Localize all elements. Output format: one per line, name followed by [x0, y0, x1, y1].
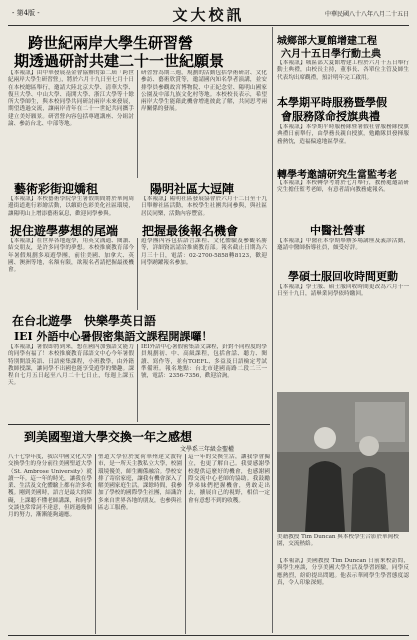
headline-main-1: 跨世紀兩岸大學生研習營	[28, 34, 194, 52]
headline-taiwan-study: 在台北遊學 快樂學英日語	[12, 314, 157, 328]
headline-right-2: 六月十五日學行動土典	[281, 49, 381, 60]
right-article-6: 【本報訊】美國教授 Tim Duncan 日前來校訪問，與學生座談，分享美國大學生活及學習經驗，同學反應熱烈，紛紛提出問題。他表示華岡學生學習態度認真，令人印象深刻。	[277, 558, 409, 586]
headline-iei: IEI 外語中心暑假密集語文課程開課囉！	[14, 330, 213, 343]
headline-right-5: 轉學考邀請研究生當監考老	[277, 170, 397, 181]
headline-main-2: 期透過研討共建二十一世紀願景	[14, 52, 225, 70]
masthead-rule	[8, 25, 409, 26]
photo-people-icon	[277, 392, 409, 532]
headline-right-7: 學碩士服回收時間更動	[288, 270, 398, 283]
masthead	[8, 4, 409, 24]
right-article-3: 【本報訊】本校轉學考將於七月舉行，教務處邀請研究生擔任監考老師，有意者請向教務處報名。	[277, 180, 409, 194]
headline-right-3: 本學期平時服務暨學假	[277, 96, 387, 109]
headline-usa: 到美國聖道大學交換一年之感想	[24, 430, 193, 444]
campus-photo	[277, 392, 409, 532]
photo-caption: 美籍教授 Tim Duncan 與本校學生合影於華岡校園，交流熱絡。	[277, 534, 399, 548]
headline-right-4: 會服務隊命授旗典禮	[281, 110, 380, 123]
bottom-rule	[8, 635, 409, 636]
divider	[137, 70, 138, 178]
headline-dream: 捉住遊學夢想的尾端	[10, 224, 119, 238]
right-article-4: 【本報訊】中醫社本學期舉辦多場講座及義診活動，邀請中醫師指導社員，頗受好評。	[277, 238, 409, 252]
section-rule	[8, 424, 270, 425]
divider	[185, 454, 186, 634]
newspaper-title: 文大校訊	[172, 6, 245, 24]
headline-art: 藝術彩街迎嬌租	[14, 182, 99, 196]
yangming-article: 【本報訊】陽明社區發展協會於六月十二日至十九日舉辦社區活動，本校學生社團共同參與，與社區居民同樂，活動內容豐富。	[141, 196, 267, 217]
headline-yangming: 陽明社區大逗陣	[150, 182, 235, 196]
page-number: - 第4版 -	[12, 9, 40, 17]
divider	[95, 454, 96, 634]
article-author: 文學系三年級金聖權	[180, 446, 235, 453]
iei-article: IEI外語中心暑假密集語文課程，針對不同程度的學員規劃初、中、高級課程，包括會話、聽力、閱讀、寫作等，並有TOEFL、多益及日語檢定考試準備班。報名地點：台北市建國南路二段二三一號，電話：2356-7356，歡迎洽詢。	[141, 344, 267, 380]
main-article-col1: 【本報訊】由中華發展基金會協辦的第二屆「跨世紀兩岸大學生研習營」，將於六月十九日至七月十日在本校總區舉行，邀請大陸北京大學、清華大學、復旦大學、中山大學、南開大學、浙江大學等十餘所大學師生，與本校同學共同研討兩岸未來發展，期望透過交流，讓兩岸青年在二十一世紀共同攜手建立美好願景。研習營內容包括專題講座、分組討論、參訪台北、中部等地。	[8, 70, 134, 128]
column-divider	[272, 27, 273, 633]
usa-article-col1: 八十七學年度，我以中國文化大學交換學生的身分前往美國聖道大學（St. Ambrose University）就讀一年。這一年的時光，讓我在學業、生活及文化體驗上都有許多收穫。剛到美國時，語言是最大的障礙，上課聽不懂老師講課，和同學交談也常常詞不達意，但經過幾個月的努力，漸漸能夠適應。	[8, 454, 92, 519]
art-article: 【本報訊】本校藝術學院學生暑假期間將於華岡周邊街道進行彩繪活動，以繽紛色彩美化社區環境，讓陽明山上增添藝術氣息，歡迎同學參與。	[8, 196, 134, 217]
dream-article: 【本報訊】在世界各地遊學，用英文溝通、閱讀、結交朋友，是許多同學的夢想。本校推廣教育部今年暑假規劃多項遊學團，前往美國、加拿大、英國、澳洲等地，名額有限，欲報名者請把握最後機會。	[8, 238, 134, 274]
divider	[137, 238, 138, 310]
headline-right-6: 中醫社營事	[310, 224, 365, 237]
usa-article-col2: 聖道大學位於愛荷華州達文波特市，是一所天主教私立大學，校園環境優美，師生關係融洽。學校安排了寄宿家庭，讓我有機會深入了解美國家庭生活。課餘時間，我參加了學校的國際學生社團，結識許多來自世界各地的朋友，也參與社區志工服務。	[98, 454, 182, 512]
taiwan-study-article: 【本報訊】暑假即將到來，想在國內加強語文能力的同學有福了！本校推廣教育部語文中心今年暑假特別開設英語、日語密集課程，小班教學，由外籍教師授課，讓同學不出國也能享受遊學的樂趣。課程自七月五日起至八月二十七日止，每週上課五天。	[8, 344, 134, 387]
register-article: 遊學團內容包括語言課程、文化體驗及參觀名勝等，詳細資訊請洽推廣教育部。報名截止日期為六月三十日，電話：02-2700-5858轉8123，歡迎同學踴躍報名參加。	[141, 238, 267, 266]
right-article-2: 【本報訊】本學期平時服務隊暨暑假社會服務隊授旗典禮日前舉行，由學務長親自授旗，勉勵隊員發揮服務熱忱，造福偏遠地區學童。	[277, 124, 409, 145]
issue-date: 中華民國八十八年八月二十五日	[324, 11, 409, 18]
usa-article-col3: 這一年的交換生活，讓我學會獨立，也更了解自己。我要感謝學校提供這麼好的機會，也感謝國際交流中心老師的協助。我鼓勵學弟妹們把握機會，勇敢走出去，擴展自己的視野，相信一定會有意想不到的收穫。	[188, 454, 270, 504]
headline-right-1: 城鄉部大夏館增建工程	[277, 36, 377, 47]
headline-register: 把握最後報名機會	[142, 224, 239, 238]
right-article-1: 【本報訊】城區部大夏館增建工程於六月十五日舉行動土典禮，由校長主持，董事長、各單位主管及師生代表均出席觀禮，預計明年完工啟用。	[277, 60, 409, 81]
divider	[137, 344, 138, 422]
main-article-col2: 研習營為期三週，規劃的活動包括學術研討、文化參訪、藝術欣賞等，邀請國內知名學者演講，並安排學員參觀故宮博物院、中正紀念堂、陽明山國家公園及中部九族文化村等地。本校校長表示，希望兩岸大學生能藉此機會增進彼此了解，共同思考兩岸關係的發展。	[141, 70, 267, 113]
right-article-5: 【本報訊】學士服、碩士服回收時間更改為六月十一日至十九日，請畢業同學依時繳回。	[277, 284, 409, 298]
